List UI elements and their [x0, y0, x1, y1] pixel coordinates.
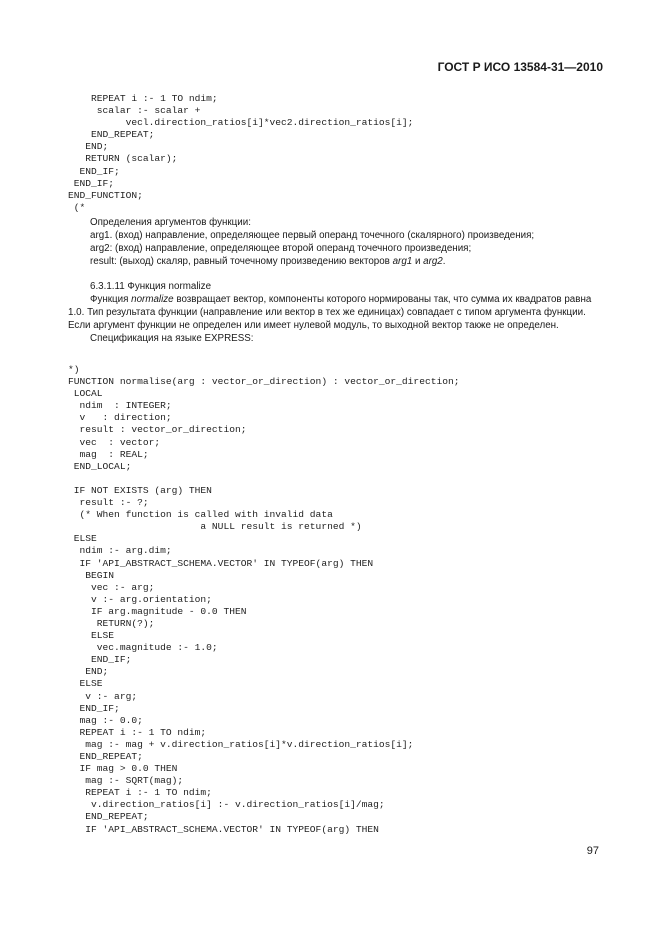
section-title: 6.3.1.11 Функция normalize [90, 281, 212, 292]
code-line: REPEAT i :- 1 TO ndim; [68, 93, 218, 104]
code-line: vec.magnitude :- 1.0; [68, 642, 218, 654]
code-line: IF 'API_ABSTRACT_SCHEMA.VECTOR' IN TYPEOF(arg) THEN [68, 557, 374, 569]
code-line: END_FUNCTION; [68, 189, 143, 201]
code-line: IF NOT EXISTS (arg) THEN [68, 484, 212, 496]
section-normalize [68, 280, 598, 345]
argument-item-arg2: arg2: (вход) направление, определяющее второй операнд точечного произведения; [90, 243, 472, 255]
code-line: END; [68, 666, 109, 678]
code-line: END_LOCAL; [68, 460, 132, 472]
document-header: ГОСТ Р ИСО 13584-31—2010 [437, 60, 603, 74]
code-line: FUNCTION normalise(arg : vector_or_direction) : vector_or_direction; [68, 376, 460, 388]
code-line: REPEAT i :- 1 TO ndim; [68, 726, 207, 738]
code-line: mag : REAL; [68, 448, 149, 460]
specification-label: Спецификация на языке EXPRESS: [90, 333, 254, 345]
code-line: BEGIN [68, 569, 115, 581]
code-line: ELSE [68, 630, 115, 642]
code-line: IF 'API_ABSTRACT_SCHEMA.VECTOR' IN TYPEOF(arg) THEN [68, 823, 379, 835]
code-line: RETURN(?); [68, 617, 155, 629]
code-line: IF arg.magnitude - 0.0 THEN [68, 605, 247, 617]
code-line: mag :- mag + v.direction_ratios[i]*v.direction_ratios[i]; [68, 738, 414, 750]
page-number: 97 [586, 845, 599, 857]
code-line: result :- ?; [68, 497, 149, 509]
code-line: scalar :- scalar + [68, 105, 201, 117]
code-block-top [68, 93, 413, 214]
code-line: IF mag > 0.0 THEN [68, 763, 178, 775]
code-line: mag :- SQRT(mag); [68, 775, 184, 787]
code-line: mag :- 0.0; [68, 714, 143, 726]
code-line: END_REPEAT; [68, 811, 149, 823]
code-line: v :- arg.orientation; [68, 593, 212, 605]
code-line [68, 473, 460, 485]
code-line: ndim : INTEGER; [68, 400, 172, 412]
code-line: ELSE [68, 678, 103, 690]
arguments-definition [68, 216, 598, 268]
code-line: (* [68, 201, 86, 213]
code-line: END_IF; [68, 702, 120, 714]
argument-item-result: result: (выход) скаляр, равный точечному произведению векторов arg1 и arg2. [90, 256, 446, 268]
code-line: END_REPEAT; [68, 129, 155, 141]
code-line: v.direction_ratios[i] :- v.direction_ratios[i]/mag; [68, 799, 385, 811]
code-line: result : vector_or_direction; [68, 424, 247, 436]
argument-item-arg1: arg1. (вход) направление, определяющее первый операнд точечного (скалярного) произведения; [90, 230, 535, 242]
code-line: REPEAT i :- 1 TO ndim; [68, 787, 212, 799]
code-line: *) [68, 364, 80, 375]
code-line: v : direction; [68, 412, 172, 424]
code-line: END_IF; [68, 177, 115, 189]
arguments-heading: Определения аргументов функции: [90, 217, 251, 228]
code-block-normalise-function [68, 364, 460, 836]
code-line: v :- arg; [68, 690, 138, 702]
code-line: END_REPEAT; [68, 751, 143, 762]
code-line: (* When function is called with invalid data [68, 509, 333, 521]
code-line: ndim :- arg.dim; [68, 545, 172, 557]
code-line: END_IF; [68, 165, 120, 177]
code-line: vec :- arg; [68, 581, 155, 593]
code-line: END; [68, 141, 109, 153]
code-line: RETURN (scalar); [68, 153, 178, 165]
section-body: Функция normalize возвращает вектор, компоненты которого нормированы так, что сумма их квадратов равна 1.0. Тип результата функции (направление или вектор в тех же единицах) совпадает с типом аргумента функции. Если аргумент функции не определен или имеет нулевой модуль, то выходной вектор также не определен. [68, 294, 592, 332]
code-line: a NULL result is returned *) [68, 521, 362, 533]
code-line: END_IF; [68, 654, 132, 666]
code-line: LOCAL [68, 388, 103, 400]
code-line: vecl.direction_ratios[i]*vec2.direction_ratios[i]; [68, 117, 414, 129]
code-line: vec : vector; [68, 436, 161, 448]
code-line: ELSE [68, 533, 97, 545]
